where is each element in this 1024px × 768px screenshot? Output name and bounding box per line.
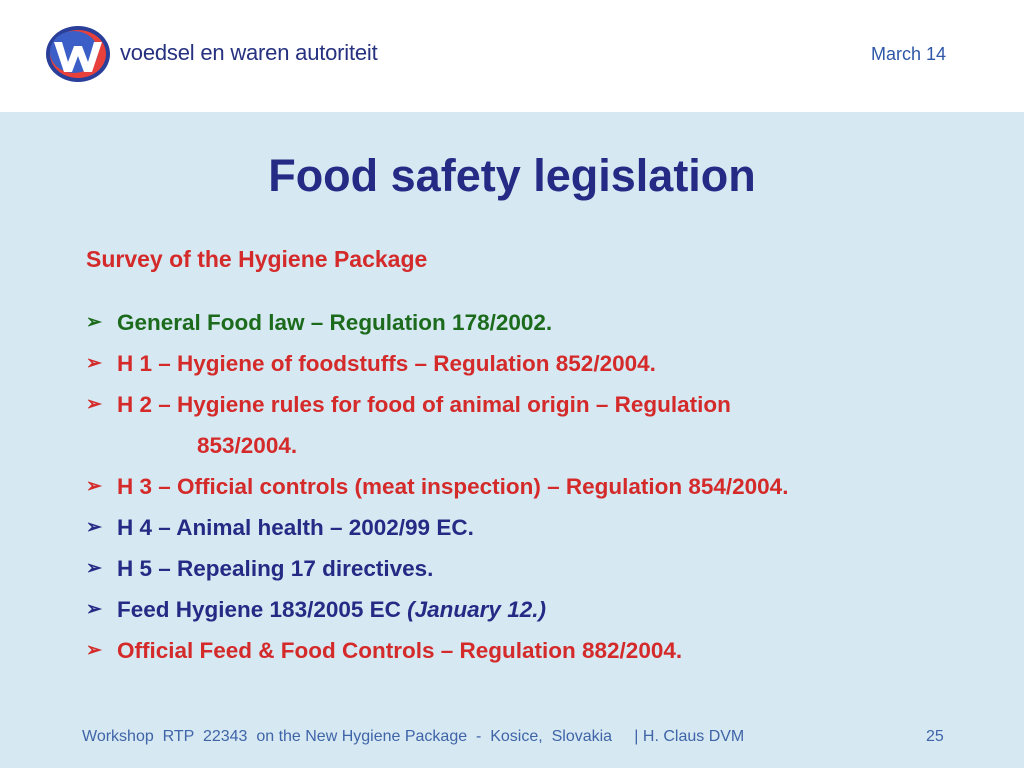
list-item-text: Official Feed & Food Controls – Regulation 882/2004.: [117, 638, 683, 663]
list-item-continuation: 853/2004.: [197, 433, 298, 458]
list-item: [86, 384, 986, 466]
arrow-bullet-icon: ➢: [86, 599, 102, 620]
list-item: [86, 630, 986, 671]
regulation-list: [86, 302, 986, 671]
arrow-bullet-icon: ➢: [86, 640, 102, 661]
arrow-bullet-icon: ➢: [86, 558, 102, 579]
list-item: [86, 548, 986, 589]
list-item-text: H 1 – Hygiene of foodstuffs – Regulation 852/2004.: [117, 351, 656, 376]
arrow-bullet-icon: ➢: [86, 476, 102, 497]
header-bar: [0, 0, 1024, 112]
list-item-text: H 3 – Official controls (meat inspection) – Regulation 854/2004.: [117, 474, 789, 499]
list-item: [86, 589, 986, 630]
list-item-text: General Food law – Regulation 178/2002.: [117, 310, 553, 335]
list-item-text: H 2 – Hygiene rules for food of animal origin – Regulation: [117, 392, 731, 417]
slide-date: March 14: [870, 44, 946, 64]
list-item-text: H 4 – Animal health – 2002/99 EC.: [117, 515, 474, 540]
list-item: [86, 302, 986, 343]
arrow-bullet-icon: ➢: [86, 517, 102, 538]
footer-text: Workshop RTP 22343 on the New Hygiene Package - Kosice, Slovakia | H. Claus DVM: [82, 728, 745, 745]
list-item: [86, 466, 986, 507]
slide-subtitle: Survey of the Hygiene Package: [86, 246, 428, 272]
list-item-italic-note: (January 12.): [407, 597, 546, 622]
brand-name: voedsel en waren autoriteit: [120, 40, 378, 65]
page-number: 25: [926, 728, 944, 745]
list-item: [86, 343, 986, 384]
arrow-bullet-icon: ➢: [86, 394, 102, 415]
slide-title: Food safety legislation: [268, 150, 756, 201]
vwa-logo-icon: [44, 24, 112, 84]
list-item-text: Feed Hygiene 183/2005 EC: [117, 597, 408, 622]
arrow-bullet-icon: ➢: [86, 353, 102, 374]
arrow-bullet-icon: ➢: [86, 312, 102, 333]
list-item: [86, 507, 986, 548]
list-item-text: H 5 – Repealing 17 directives.: [117, 556, 434, 581]
